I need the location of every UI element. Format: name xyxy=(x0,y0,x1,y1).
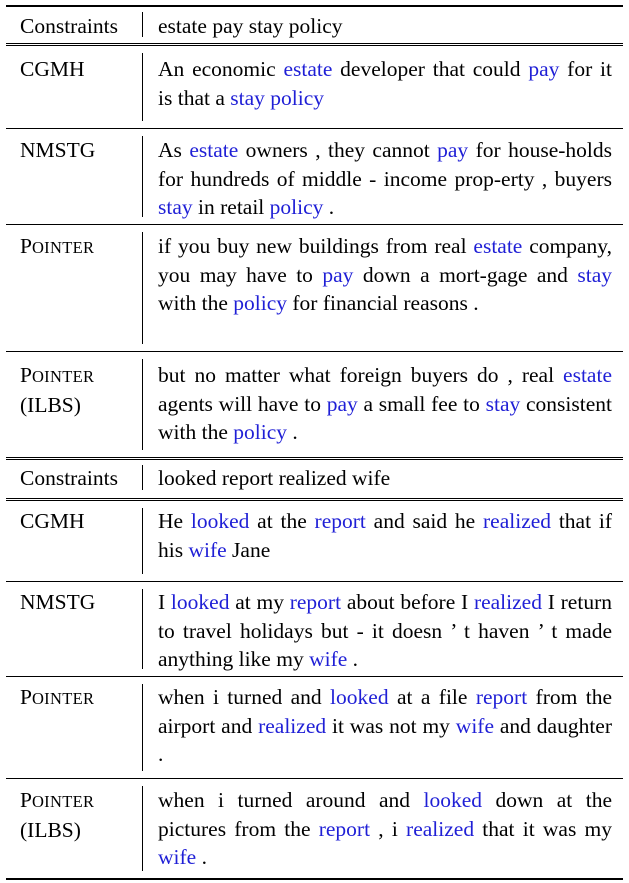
constraint-words xyxy=(158,464,612,493)
keyword: policy xyxy=(233,291,287,316)
text-segment: a small fee to xyxy=(357,391,486,416)
keyword: realized xyxy=(473,590,542,614)
constraint-words xyxy=(158,12,612,41)
system-name: NMSTG xyxy=(20,590,96,614)
text-segment: down at the pictures from the xyxy=(158,788,613,841)
system-label xyxy=(20,786,94,844)
text-segment: looked report realized wife xyxy=(158,466,391,490)
text-segment: . xyxy=(196,845,207,870)
keyword: estate xyxy=(189,138,239,162)
keyword: wife xyxy=(455,713,494,738)
text-segment: . xyxy=(323,195,335,220)
system-label xyxy=(20,507,85,535)
keyword: looked xyxy=(423,788,483,812)
text-segment: at the xyxy=(249,509,315,533)
keyword: looked xyxy=(170,590,230,614)
keyword: report xyxy=(318,816,371,841)
system-name-initial: P xyxy=(20,363,32,387)
text-segment: and said he xyxy=(365,509,484,533)
table-row xyxy=(6,129,623,224)
generated-sentence xyxy=(158,361,612,447)
comparison-table xyxy=(6,5,623,880)
keyword: policy xyxy=(269,195,324,220)
text-segment: that it was my xyxy=(474,816,612,841)
system-name: CGMH xyxy=(20,509,85,533)
generated-sentence xyxy=(158,232,612,318)
table-rule xyxy=(6,878,623,880)
table-row xyxy=(6,501,623,581)
generated-sentence xyxy=(158,588,612,674)
system-name-smallcaps: OINTER xyxy=(31,238,95,257)
system-name: NMSTG xyxy=(20,138,96,162)
text-segment: that if his xyxy=(158,509,612,562)
text-segment: with the xyxy=(158,291,234,316)
table-row xyxy=(6,582,623,676)
text-segment: He xyxy=(158,509,191,533)
system-label xyxy=(20,12,118,40)
table-rule xyxy=(6,43,623,44)
keyword: looked xyxy=(330,685,389,709)
text-segment: Jane xyxy=(226,537,271,562)
text-segment: for it is that a xyxy=(158,57,612,110)
column-separator xyxy=(142,465,143,490)
generated-sentence xyxy=(158,507,612,564)
table-row xyxy=(6,352,623,457)
text-segment: in retail xyxy=(192,195,270,220)
keyword: looked xyxy=(190,509,250,533)
text-segment: for financial reasons . xyxy=(287,291,479,316)
keyword: estate xyxy=(283,57,333,81)
text-segment: but no matter what foreign buyers do , real xyxy=(158,363,564,387)
keyword: stay xyxy=(158,195,193,220)
text-segment: it was not my xyxy=(326,713,456,738)
text-segment: consistent with the xyxy=(158,391,612,445)
keyword: estate xyxy=(473,234,523,258)
system-label xyxy=(20,683,94,713)
generated-sentence xyxy=(158,683,612,769)
column-separator xyxy=(142,359,143,450)
keyword: wife xyxy=(158,845,197,870)
text-segment: when i turned around and xyxy=(158,788,424,812)
keyword: report xyxy=(475,685,528,709)
table-rule xyxy=(6,457,623,458)
system-variant: (ILBS) xyxy=(20,393,81,417)
system-name: Constraints xyxy=(20,14,118,38)
system-name: CGMH xyxy=(20,57,85,81)
keyword: policy xyxy=(233,420,287,445)
keyword: wife xyxy=(309,647,348,672)
table-rule xyxy=(6,498,623,499)
system-label xyxy=(20,361,94,419)
system-name: Constraints xyxy=(20,466,118,490)
column-separator xyxy=(142,53,143,121)
text-segment: As xyxy=(158,138,190,162)
text-segment: owners , they cannot xyxy=(238,138,438,162)
table-row xyxy=(6,779,623,878)
text-segment: An economic xyxy=(158,57,284,81)
keyword: policy xyxy=(270,85,325,110)
system-variant: (ILBS) xyxy=(20,818,81,842)
keyword: stay xyxy=(577,262,613,287)
column-separator xyxy=(142,136,143,217)
text-segment: at my xyxy=(229,590,290,614)
constraints-row xyxy=(6,7,623,43)
text-segment: when i turned and xyxy=(158,685,331,709)
column-separator xyxy=(142,589,143,669)
column-separator xyxy=(142,508,143,574)
keyword: pay xyxy=(326,391,358,416)
keyword: realized xyxy=(406,816,475,841)
keyword: pay xyxy=(528,57,560,81)
system-label xyxy=(20,588,95,616)
text-segment: and daughter . xyxy=(158,713,612,767)
text-segment: . xyxy=(347,647,359,672)
keyword: pay xyxy=(322,262,354,287)
text-segment: down a mort-gage and xyxy=(353,262,578,287)
text-segment: . xyxy=(287,420,298,445)
table-row xyxy=(6,46,623,128)
text-segment: I return to travel holidays but - it doesn ’ t haven ’ t made anything like my xyxy=(158,590,612,672)
text-segment: at a file xyxy=(388,685,476,709)
column-separator xyxy=(142,12,143,37)
constraints-row xyxy=(6,460,623,498)
keyword: report xyxy=(289,590,342,614)
system-label xyxy=(20,232,94,262)
text-segment: agents will have to xyxy=(158,391,327,416)
text-segment: from the airport and xyxy=(158,685,612,738)
generated-sentence xyxy=(158,136,612,222)
system-name-smallcaps: OINTER xyxy=(31,689,95,708)
system-name-initial: P xyxy=(20,234,32,258)
table-row xyxy=(6,677,623,778)
text-segment: , i xyxy=(370,816,407,841)
system-label xyxy=(20,136,95,164)
keyword: realized xyxy=(483,509,552,533)
system-name-smallcaps: OINTER xyxy=(31,792,95,811)
column-separator xyxy=(142,786,143,871)
column-separator xyxy=(142,684,143,771)
text-segment: for house-holds for hundreds of middle - income prop-erty , buyers xyxy=(158,138,612,191)
generated-sentence xyxy=(158,786,612,872)
keyword: wife xyxy=(188,537,227,562)
system-name-smallcaps: OINTER xyxy=(31,367,95,386)
text-segment: if you buy new buildings from real xyxy=(158,234,474,258)
keyword: stay xyxy=(485,391,521,416)
keyword: estate xyxy=(563,363,612,387)
text-segment: about before I xyxy=(341,590,474,614)
keyword: realized xyxy=(258,713,327,738)
system-label xyxy=(20,464,118,492)
text-segment: I xyxy=(158,590,171,614)
text-segment: company, you may have to xyxy=(158,234,612,287)
system-label xyxy=(20,55,85,83)
keyword: report xyxy=(314,509,366,533)
column-separator xyxy=(142,232,143,344)
system-name-initial: P xyxy=(20,685,32,709)
generated-sentence xyxy=(158,55,612,112)
keyword: pay xyxy=(437,138,469,162)
text-segment: developer that could xyxy=(332,57,529,81)
table-row xyxy=(6,225,623,351)
system-name-initial: P xyxy=(20,788,32,812)
text-segment: estate pay stay policy xyxy=(158,14,343,38)
keyword: stay xyxy=(230,85,265,110)
